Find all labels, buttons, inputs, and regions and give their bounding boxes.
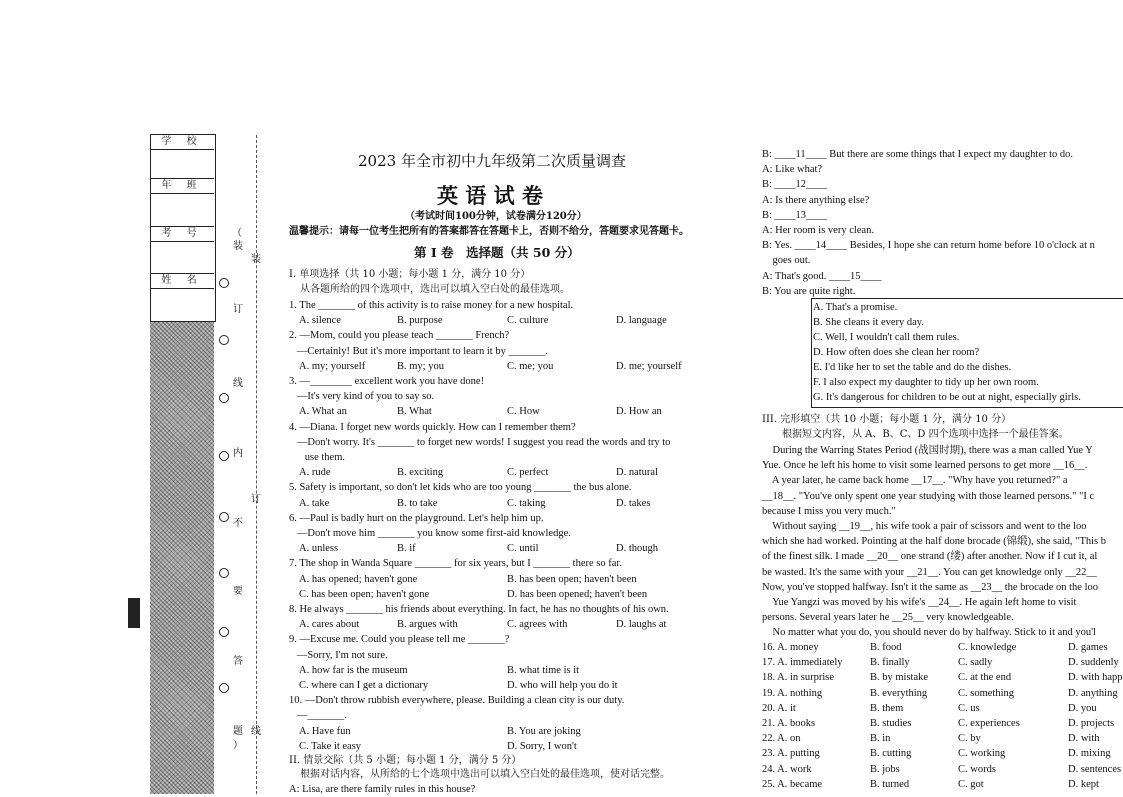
question-line: —Sorry, I'm not sure. — [289, 649, 388, 661]
dialogue-option: C. Well, I wouldn't call them rules. — [813, 332, 960, 343]
answer-option: D. Sorry, I won't — [507, 740, 577, 752]
exam-notice: 温馨提示：请每一位考生把所有的答案都答在答题卡上，否则不给分，答题要求见答题卡。 — [289, 226, 689, 237]
exam-title: 2023 年全市初中九年级第二次质量调查 — [358, 152, 626, 170]
question-line: 10. —Don't throw rubbish everywhere, please. Building a clean city is our duty. — [289, 695, 625, 707]
passage-line: persons. Several years later he __25__ very knowledgeable. — [762, 612, 1014, 624]
answer-option: D. laughs at — [616, 619, 667, 631]
cloze-choice: B. cutting — [870, 748, 912, 760]
cloze-choice: D. mixing — [1068, 748, 1111, 760]
question-line: 7. The shop in Wanda Square _______ for six years, but I _______ there so far. — [289, 558, 622, 570]
passage-line: be wasted. It's the same with your __21__. You can get knowledge only __22__ — [762, 566, 1097, 578]
question-line: 9. —Excuse me. Could you please tell me _______? — [289, 634, 510, 646]
answer-option: D. How an — [616, 406, 662, 418]
answer-option: A. cares about — [299, 619, 360, 631]
binding-char: 线 — [233, 378, 243, 389]
dialogue-option: E. I'd like her to set the table and do the dishes. — [813, 362, 1012, 373]
cloze-choice: C. words — [958, 763, 996, 775]
dialogue-line: A: Lisa, are there family rules in this house? — [289, 784, 476, 795]
binding-char: 线 — [251, 726, 261, 737]
cloze-choice: 24. A. work — [762, 763, 812, 775]
answer-option: B. if — [397, 543, 416, 555]
cloze-choice: 19. A. nothing — [762, 687, 823, 699]
answer-option: C. agrees with — [507, 619, 568, 631]
dialogue-line: A: Like what? — [762, 164, 823, 176]
cloze-choice: D. you — [1068, 702, 1097, 714]
question-line: use them. — [289, 452, 345, 463]
binding-dashed-line — [256, 135, 257, 794]
binding-bracket-char: ） — [233, 740, 243, 751]
section-instruction: 从各题所给的四个选项中，选出可以填入空白处的最佳选项。 — [300, 284, 570, 295]
exam-subject: 英 语 试 卷 — [437, 183, 543, 208]
binding-char: 装 — [233, 241, 243, 252]
dialogue-line: A: Is there anything else? — [762, 194, 870, 206]
cloze-choice: B. them — [870, 702, 904, 714]
dialogue-line: B: You are quite right. — [762, 285, 856, 297]
cloze-choice: B. finally — [870, 657, 910, 669]
binding-hole-circle — [219, 278, 229, 288]
part-title: 第 I 卷 选择题（共 50 分） — [414, 245, 580, 260]
binding-hole-circle — [219, 568, 229, 578]
binding-label: 年 班 — [150, 178, 214, 194]
cloze-choice: B. studies — [870, 718, 912, 729]
binding-hole-circle — [219, 683, 229, 693]
answer-option: C. until — [507, 543, 539, 555]
dialogue-option: A. That's a promise. — [813, 302, 898, 313]
answer-option: A. silence — [299, 315, 341, 327]
question-line: 1. The _______ of this activity is to raise money for a new hospital. — [289, 300, 574, 311]
answer-option: C. perfect — [507, 467, 549, 479]
binding-hole-circle — [219, 627, 229, 637]
answer-option: B. my; you — [397, 360, 444, 372]
cloze-choice: 23. A. putting — [762, 748, 820, 760]
cloze-choice: 25. A. became — [762, 778, 823, 790]
answer-option: A. my; yourself — [299, 360, 366, 372]
answer-option: B. purpose — [397, 315, 443, 327]
hatched-margin — [150, 322, 214, 794]
cloze-choice: D. anything — [1068, 687, 1118, 699]
dialogue-line: goes out. — [762, 255, 811, 267]
binding-char: 题 — [233, 726, 243, 737]
answer-option: A. has opened; haven't gone — [299, 573, 418, 585]
alignment-mark — [128, 598, 140, 628]
cloze-choice: C. something — [958, 687, 1015, 699]
answer-option: B. You are joking — [507, 725, 581, 737]
exam-time-note: （考试时间100分钟，试卷满分120分） — [405, 211, 587, 222]
cloze-choice: B. turned — [870, 778, 910, 790]
section-instruction: 根据对话内容，从所给的七个选项中选出可以填入空白处的最佳选项，使对话完整。 — [300, 769, 670, 780]
answer-option: C. How — [507, 406, 540, 418]
cloze-choice: 21. A. books — [762, 718, 816, 729]
answer-option: A. What an — [299, 406, 347, 418]
answer-option: A. Have fun — [299, 725, 351, 737]
binding-label: 考 号 — [150, 226, 214, 242]
question-line: —Don't move him _______ you know some first-aid knowledge. — [289, 528, 571, 539]
cloze-choice: D. with — [1068, 733, 1100, 745]
answer-option: B. to take — [397, 497, 438, 509]
dialogue-line: B: ____11____ But there are some things that I expect my daughter to do. — [762, 149, 1074, 160]
dialogue-line: A: Her room is very clean. — [762, 225, 874, 236]
answer-option: C. where can I get a dictionary — [299, 680, 429, 691]
cloze-choice: D. games — [1068, 642, 1108, 653]
cloze-choice: D. sentences — [1068, 763, 1122, 775]
answer-option: A. how far is the museum — [299, 664, 408, 676]
passage-line: Yue. Once he left his home to visit some learned persons to get more __16__. — [762, 460, 1088, 472]
question-line: 6. —Paul is badly hurt on the playground. Let's help him up. — [289, 512, 544, 524]
answer-option: D. though — [616, 543, 658, 555]
cloze-choice: 22. A. on — [762, 733, 801, 745]
cloze-choice: B. by mistake — [870, 672, 929, 684]
dialogue-options-box — [811, 298, 1123, 408]
question-line: —It's very kind of you to say so. — [289, 391, 435, 403]
binding-char: 订 — [251, 494, 261, 505]
cloze-choice: D. projects — [1068, 718, 1115, 729]
answer-option: D. who will help you do it — [507, 680, 618, 691]
cloze-choice: C. us — [958, 702, 980, 714]
question-line: 2. —Mom, could you please teach _______ French? — [289, 330, 510, 342]
dialogue-option: D. How often does she clean her room? — [813, 347, 980, 358]
passage-line: A year later, he came back home __17__. "Why have you returned?" a — [762, 475, 1068, 487]
binding-hole-circle — [219, 512, 229, 522]
cloze-choice: D. with happ — [1068, 672, 1123, 684]
cloze-choice: C. experiences — [958, 718, 1020, 729]
binding-hole-circle — [219, 335, 229, 345]
cloze-choice: 17. A. immediately — [762, 657, 843, 669]
cloze-choice: 20. A. it — [762, 702, 796, 714]
question-line: —Certainly! But it's more important to learn it by _______. — [289, 345, 548, 357]
answer-option: D. has been opened; haven't been — [507, 588, 648, 600]
passage-line: No matter what you do, you should never do by halfway. Stick to it and you'l — [762, 627, 1096, 639]
passage-line: Without saying __19__, his wife took a pair of scissors and went to the loo — [762, 521, 1087, 532]
passage-line: which she had worked. Pointing at the half done brocade (锦缎), she said, "This b — [762, 536, 1106, 548]
passage-line: During the Warring States Period (战国时期), there was a man called Yue Y — [762, 445, 1093, 456]
binding-char: 装 — [251, 254, 261, 265]
answer-option: C. Take it easy — [299, 740, 362, 752]
answer-option: D. me; yourself — [616, 360, 682, 372]
answer-option: B. has been open; haven't been — [507, 573, 637, 585]
answer-option: B. what time is it — [507, 664, 580, 676]
passage-line: Now, you've stopped halfway. Isn't it the same as __23__ the brocade on the loo — [762, 581, 1099, 593]
cloze-choice: C. at the end — [958, 672, 1012, 684]
dialogue-option: G. It's dangerous for children to be out at night, especially girls. — [813, 392, 1081, 403]
answer-option: D. natural — [616, 467, 658, 479]
answer-option: A. take — [299, 497, 330, 509]
cloze-choice: C. working — [958, 748, 1006, 760]
passage-line: of the finest silk. I made __20__ one strand (缕) after another. Now if I cut it, al — [762, 551, 1098, 563]
dialogue-line: B: ____12____ — [762, 179, 828, 191]
answer-option: C. taking — [507, 497, 546, 509]
answer-option: B. exciting — [397, 467, 444, 479]
binding-char: 内 — [233, 448, 243, 459]
dialogue-line: B: ____13____ — [762, 209, 828, 221]
section-title: I. 单项选择（共 10 小题；每小题 1 分，满分 10 分） — [289, 269, 531, 280]
binding-char: 要 — [233, 586, 243, 597]
question-line: 4. —Diana. I forget new words quickly. How can I remember them? — [289, 421, 576, 433]
answer-option: A. rude — [299, 467, 331, 479]
passage-line: __18__. "You've only spent one year studying with those learned persons." "I c — [762, 490, 1095, 502]
cloze-choice: 16. A. money — [762, 642, 819, 653]
cloze-choice: B. food — [870, 642, 902, 653]
question-line: —_______. — [289, 710, 347, 722]
question-line: 3. —________ excellent work you have done! — [289, 376, 485, 387]
answer-option: D. takes — [616, 497, 651, 509]
cloze-choice: D. suddenly — [1068, 657, 1119, 669]
cloze-choice: C. by — [958, 733, 981, 745]
cloze-choice: C. sadly — [958, 657, 993, 669]
binding-hole-circle — [219, 451, 229, 461]
section-title: III. 完形填空（共 10 小题；每小题 1 分，满分 10 分） — [762, 414, 1012, 425]
cloze-choice: 18. A. in surprise — [762, 672, 835, 684]
question-line: 8. He always _______ his friends about everything. In fact, he has no thoughts of his own. — [289, 604, 669, 615]
dialogue-line: B: Yes. ____14____ Besides, I hope she can return home before 10 o'clock at n — [762, 240, 1095, 252]
binding-char: 订 — [233, 304, 243, 315]
section-instruction: 根据短文内容，从 A、B、C、D 四个选项中选择一个最佳答案。 — [782, 429, 1069, 440]
answer-option: B. What — [397, 406, 432, 418]
passage-line: because I miss you very much." — [762, 505, 896, 517]
answer-option: C. me; you — [507, 360, 554, 372]
answer-option: A. unless — [299, 543, 339, 555]
cloze-choice: B. everything — [870, 687, 928, 699]
binding-label: 姓 名 — [150, 273, 214, 289]
binding-label: 学 校 — [150, 134, 214, 150]
passage-line: Yue Yangzi was moved by his wife's __24__. He again left home to visit — [762, 597, 1077, 608]
cloze-choice: B. jobs — [870, 763, 900, 775]
answer-option: D. language — [616, 315, 667, 327]
answer-option: C. has been open; haven't gone — [299, 588, 430, 600]
binding-hole-circle — [219, 393, 229, 403]
question-line: 5. Safety is important, so don't let kids who are too young _______ the bus alone. — [289, 482, 632, 494]
binding-char: 不 — [233, 518, 243, 529]
section-title: II. 情景交际（共 5 小题；每小题 1 分，满分 5 分） — [289, 755, 522, 766]
dialogue-option: F. I also expect my daughter to tidy up her own room. — [813, 377, 1039, 388]
cloze-choice: B. in — [870, 733, 891, 745]
cloze-choice: C. knowledge — [958, 642, 1017, 653]
dialogue-line: A: That's good. ____15____ — [762, 270, 882, 282]
cloze-choice: C. got — [958, 778, 984, 790]
answer-option: C. culture — [507, 315, 549, 327]
answer-option: B. argues with — [397, 619, 458, 631]
dialogue-option: B. She cleans it every day. — [813, 317, 924, 328]
binding-char: 答 — [233, 656, 243, 667]
question-line: —Don't worry. It's _______ to forget new words! I suggest you read the words and try to — [289, 436, 671, 448]
binding-bracket-char: （ — [232, 228, 242, 239]
cloze-choice: D. kept — [1068, 778, 1099, 790]
